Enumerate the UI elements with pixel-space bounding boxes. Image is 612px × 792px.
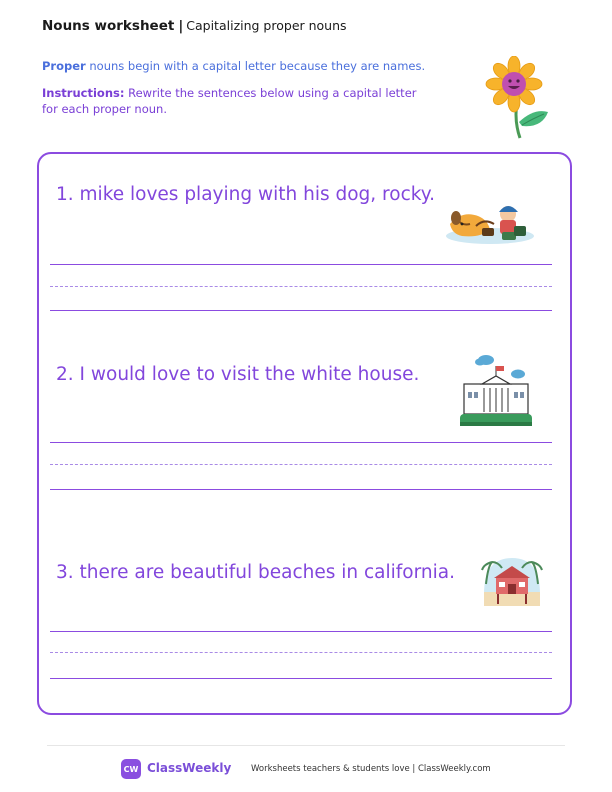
- boy-and-dog-icon: [440, 200, 536, 248]
- header-separator: |: [178, 18, 184, 34]
- question-3: 3. there are beautiful beaches in california.: [56, 562, 455, 583]
- footer-tagline: Worksheets teachers & students love | ClassWeekly.com: [251, 764, 491, 774]
- intro-text: [42, 58, 442, 117]
- answer-line-3-top: [50, 631, 552, 632]
- answer-line-2-middle: [50, 464, 552, 465]
- footer-divider: [47, 745, 565, 746]
- proper-definition: [42, 58, 442, 74]
- answer-line-2-bottom: [50, 489, 552, 490]
- worksheet-header: [42, 18, 347, 34]
- answer-line-1-bottom: [50, 310, 552, 311]
- worksheet-subtitle: Capitalizing proper nouns: [186, 18, 347, 33]
- question-2: 2. I would love to visit the white house.: [56, 364, 420, 385]
- instructions-label: Instructions:: [42, 86, 125, 100]
- classweekly-logo-icon: CW: [121, 759, 141, 779]
- worksheet-title: Nouns worksheet: [42, 18, 175, 34]
- white-house-icon: [458, 348, 534, 430]
- answer-line-1-middle: [50, 286, 552, 287]
- proper-text: nouns begin with a capital letter because they are names.: [85, 59, 426, 73]
- question-1: 1. mike loves playing with his dog, rocky.: [56, 184, 435, 205]
- sunflower-icon: [484, 56, 564, 140]
- answer-line-2-top: [50, 442, 552, 443]
- answer-line-3-middle: [50, 652, 552, 653]
- beach-house-icon: [480, 554, 544, 610]
- instructions: [42, 85, 432, 117]
- proper-word: Proper: [42, 59, 86, 73]
- brand-name: ClassWeekly: [147, 761, 232, 775]
- instructions-text: Rewrite the sentences below using a capital letter for each proper noun.: [42, 86, 417, 116]
- answer-line-3-bottom: [50, 678, 552, 679]
- answer-line-1-top: [50, 264, 552, 265]
